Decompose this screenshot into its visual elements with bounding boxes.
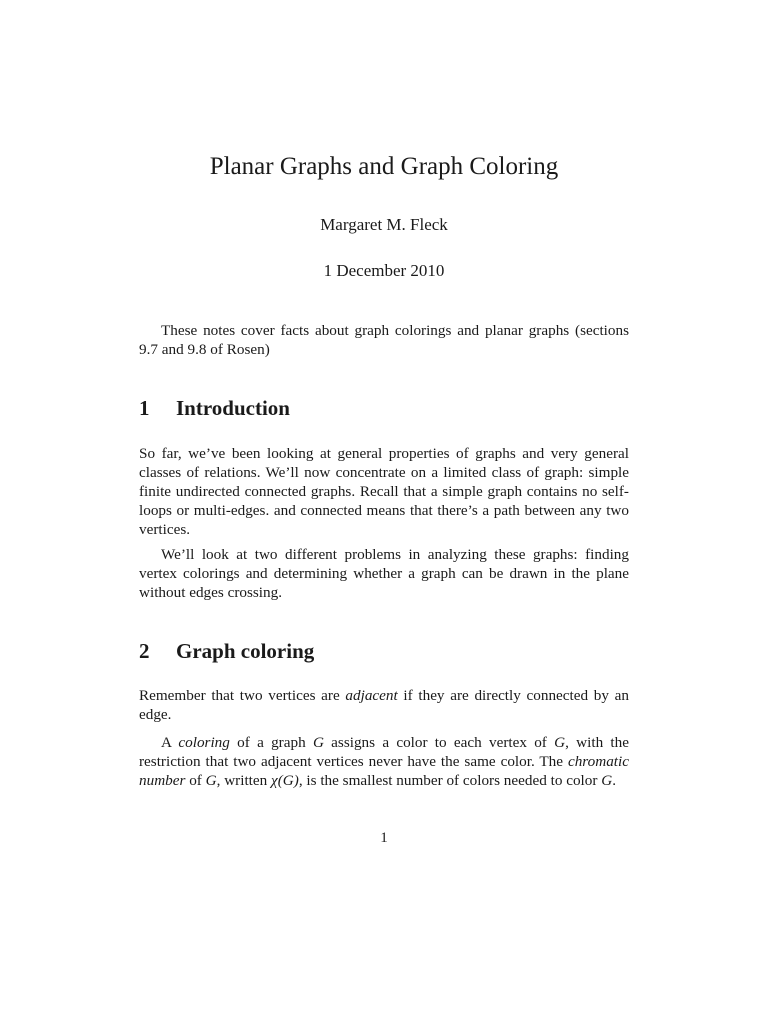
section-heading-graph-coloring xyxy=(139,638,629,664)
coloring-paragraph-1 xyxy=(139,686,629,724)
paragraph-text xyxy=(139,686,629,724)
paragraph-text: We’ll look at two different problems in analyzing these graphs: finding vertex colorings and determining whether a graph can be drawn in the plane without edges crossing. xyxy=(139,546,629,601)
text-run: , is the smallest number of colors needed to color xyxy=(298,772,602,789)
math-g: G xyxy=(205,772,217,789)
paragraph-text: So far, we’ve been looking at general properties of graphs and very general classes of relations. We’ll now concentrate on a limited class of graph: simple finite undirected connected graphs. Recall that a simple graph contains no self-loops or multi-edges. and connected means that there’s a path between any two vertices. xyxy=(139,445,629,538)
text-run: A xyxy=(161,734,179,751)
paragraph-text xyxy=(139,733,629,790)
section-heading-introduction xyxy=(139,395,629,421)
text-run: Remember that two vertices are xyxy=(139,687,346,704)
term-chromatic-number: chromatic number xyxy=(139,753,629,789)
text-run: of a graph xyxy=(229,734,313,751)
term-coloring: coloring xyxy=(178,734,230,751)
text-run: assigns a color to each vertex of xyxy=(323,734,555,751)
intro-paragraph-2 xyxy=(139,545,629,602)
coloring-paragraph-2 xyxy=(139,733,629,790)
intro-paragraph-1 xyxy=(139,444,629,539)
section-number: 2 xyxy=(139,639,150,663)
text-run: , written xyxy=(216,772,272,789)
paper-title: Planar Graphs and Graph Coloring xyxy=(209,153,559,180)
text-run: of xyxy=(185,772,206,789)
text-run: , with the restriction that two adjacent vertices never have the same color. The xyxy=(139,734,629,770)
text-run: if they are directly connected by an edge. xyxy=(139,687,629,723)
math-chi-g: χ(G) xyxy=(271,772,299,789)
math-g: G xyxy=(601,772,613,789)
author-name: Margaret M. Fleck xyxy=(320,215,448,234)
section-title: Graph coloring xyxy=(176,639,315,663)
math-g: G xyxy=(554,734,566,751)
page-number: 1 xyxy=(380,830,388,846)
section-number: 1 xyxy=(139,396,150,420)
math-g: G xyxy=(312,734,324,751)
paper-date: 1 December 2010 xyxy=(323,261,445,280)
section-title: Introduction xyxy=(176,396,290,420)
text-run: . xyxy=(612,772,616,789)
abstract-paragraph xyxy=(139,321,629,359)
abstract-text: These notes cover facts about graph colorings and planar graphs (sections 9.7 and 9.8 of Rosen) xyxy=(139,322,629,358)
term-adjacent: adjacent xyxy=(345,687,398,704)
